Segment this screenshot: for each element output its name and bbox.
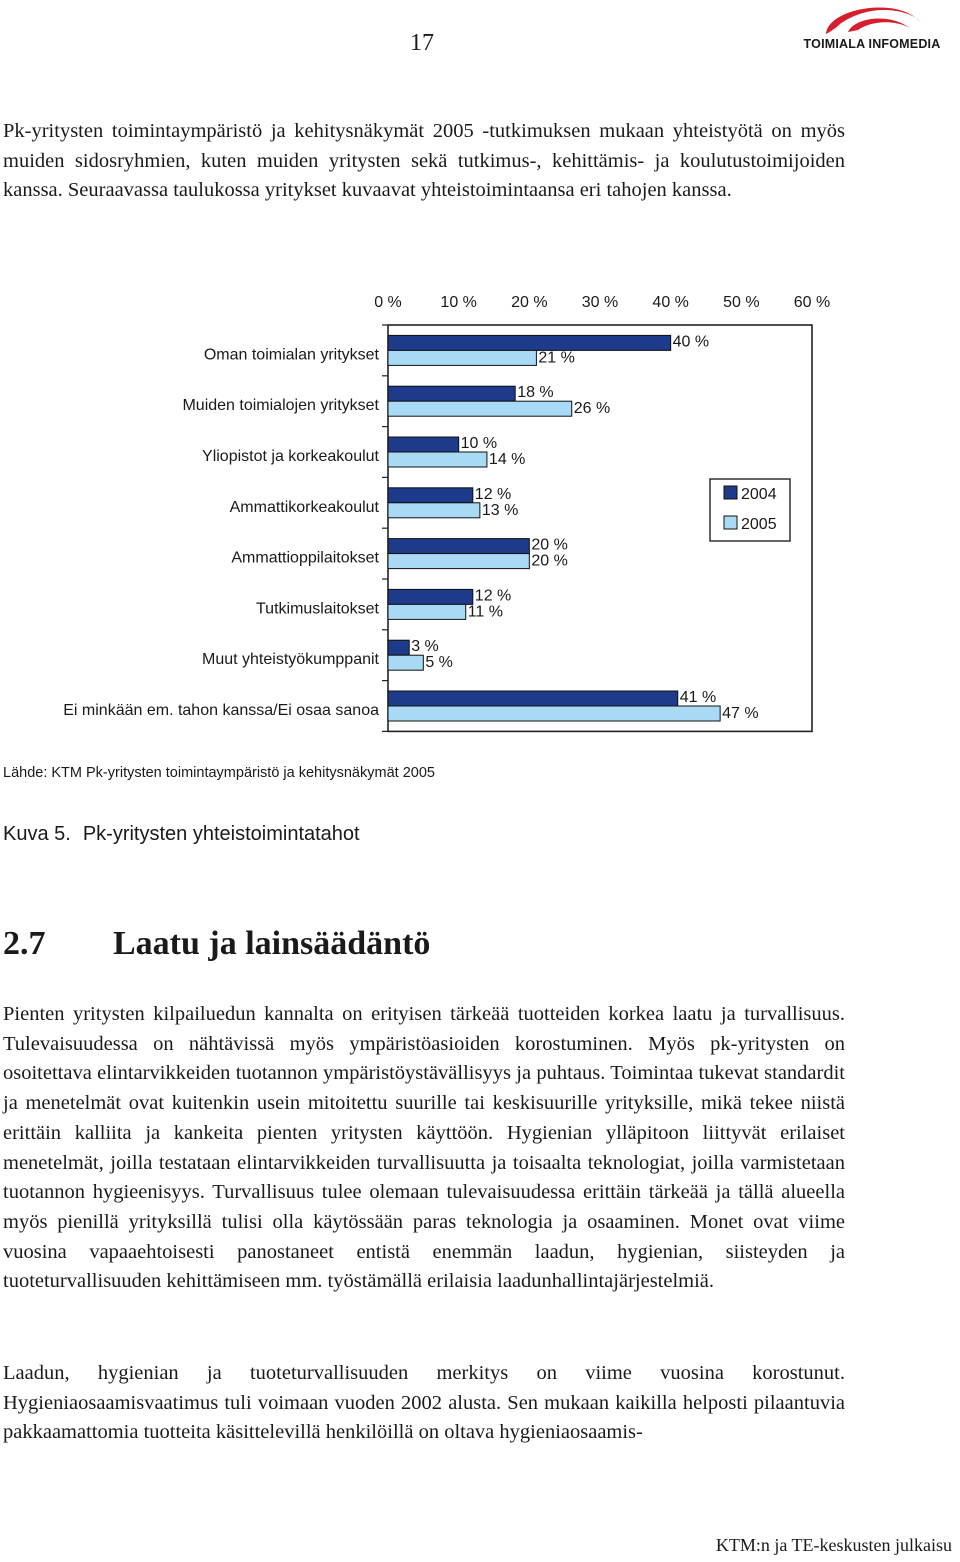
data-label-2005: 21 % <box>538 349 575 367</box>
publisher-logo <box>786 2 958 52</box>
legend-swatch-2004 <box>724 486 737 499</box>
bar-2004 <box>388 640 409 655</box>
category-label: Muut yhteistyökumppanit <box>202 651 379 669</box>
cooperation-bar-chart <box>0 280 960 750</box>
data-label-2004: 12 % <box>474 485 512 503</box>
data-label-2004: 41 % <box>679 689 717 706</box>
data-label-2005: 14 % <box>488 451 526 468</box>
figure-number: Kuva 5. <box>3 823 71 845</box>
legend-label: 2004 <box>741 486 777 503</box>
data-label-2004: 12 % <box>474 587 512 605</box>
x-tick-label: 30 % <box>581 294 619 311</box>
section-number: 2.7 <box>3 925 46 962</box>
data-label-2005: 20 % <box>531 552 568 570</box>
data-label-2005: 13 % <box>481 501 519 519</box>
bar-2004 <box>388 386 515 401</box>
bar-2004 <box>388 539 529 554</box>
data-label-2004: 3 % <box>411 638 439 656</box>
body-paragraph-1: Pienten yritysten kilpailuedun kannalta on erityisen tärkeää tuotteiden korkea laatu ja turvallisuus. Tulevaisuudessa on nähtävissä myös ympäristöasioiden korostuminen. Myös pk-yritysten on osoitettava elintarvikkeiden tuotannon ympäristöystävällisyys ja puhtaus. Toimintaa tukevat standardit ja menetelmät ovat kuitenkin usein mitoitettu suurille tai keskisuurille yrityksille, mikä tekee niistä erittäin kalliita ja kankeita pienten yritysten käyttöön. Hygienian ylläpitoon liittyvät erilaiset menetelmät, joilla testataan elintarvikkeiden turvallisuutta ja toisaalta teknologiat, joilla varmistetaan tuotannon hygieenisyys. Turvallisuus tulee olemaan tulevaisuudessa erittäin tärkeää ja tällä alueella myös pienillä yrityksillä tulisi olla käytössään paras teknologia ja osaaminen. Monet ovat viime vuosina vapaaehtoisesti panostaneet entistä enemmän laadun, hygienian, siisteyden ja tuoteturvallisuuden kehittämiseen mm. työstämällä erilaisia laadunhallintajärjestelmiä. <box>3 1003 845 1293</box>
figure-title: Pk-yritysten yhteistoimintatahot <box>82 823 360 845</box>
x-tick-label: 40 % <box>652 294 689 311</box>
legend-swatch-2005 <box>724 516 737 529</box>
footer-publication: KTM:n ja TE-keskusten julkaisu <box>715 1535 952 1555</box>
category-label: Ammattioppilaitokset <box>231 549 379 567</box>
intro-paragraph: Pk-yritysten toimintaympäristö ja kehitysnäkymät 2005 -tutkimuksen mukaan yhteistyötä on myös muiden sidosryhmien, kuten muiden yritysten sekä tutkimus-, kehittämis- ja koulutustoimijoiden kanssa. Seuraavassa taulukossa yritykset kuvaavat yhteistoimintaansa eri tahojen kanssa. <box>3 120 845 202</box>
category-label: Yliopistot ja korkeakoulut <box>202 448 379 465</box>
bar-2004 <box>388 437 459 452</box>
figure-caption <box>3 823 360 846</box>
data-label-2004: 10 % <box>460 435 498 452</box>
data-label-2005: 47 % <box>722 705 759 722</box>
bar-2004 <box>388 488 473 503</box>
legend-label: 2005 <box>741 516 777 533</box>
bar-2005 <box>388 604 466 619</box>
bar-2004 <box>388 691 678 706</box>
data-label-2004: 18 % <box>517 384 554 402</box>
bar-2005 <box>388 452 487 467</box>
data-label-2005: 26 % <box>573 400 611 418</box>
data-label-2004: 40 % <box>672 333 710 351</box>
category-label: Ei minkään em. tahon kanssa/Ei osaa sanoa <box>63 702 379 719</box>
section-heading <box>3 925 430 963</box>
bar-2005 <box>388 350 536 365</box>
bar-2004 <box>388 589 473 604</box>
logo-swoosh-icon <box>818 2 928 38</box>
data-label-2004: 20 % <box>531 536 568 554</box>
category-label: Oman toimialan yritykset <box>203 346 379 364</box>
x-tick-label: 0 % <box>374 294 402 311</box>
data-label-2005: 5 % <box>425 654 453 672</box>
section-title: Laatu ja lainsäädäntö <box>113 925 431 962</box>
bar-2004 <box>388 335 671 350</box>
x-tick-label: 10 % <box>440 294 477 311</box>
bar-2005 <box>388 503 480 518</box>
bar-2005 <box>388 655 423 670</box>
bar-2005 <box>388 706 720 721</box>
source-note: Lähde: KTM Pk-yritysten toimintaympäristö ja kehitysnäkymät 2005 <box>3 765 435 781</box>
bar-2005 <box>388 401 572 416</box>
category-label: Ammattikorkeakoulut <box>229 498 379 516</box>
x-tick-label: 50 % <box>723 294 760 311</box>
category-label: Tutkimuslaitokset <box>256 600 379 618</box>
category-label: Muiden toimialojen yritykset <box>182 397 379 415</box>
x-tick-label: 60 % <box>793 294 831 311</box>
bar-2005 <box>388 554 529 569</box>
data-label-2005: 11 % <box>467 603 504 621</box>
page-number: 17 <box>410 30 434 56</box>
x-tick-label: 20 % <box>511 294 548 311</box>
body-paragraph-2: Laadun, hygienian ja tuoteturvallisuuden merkitys on viime vuosina korostunut. Hygieniaosaamisvaatimus tuli voimaan vuoden 2002 alusta. Sen mukaan kaikilla helposti pilaantuvia pakkaamattomia tuotteita käsittelevillä henkilöillä on oltava hygieniaosaamis- <box>3 1362 845 1444</box>
logo-text: TOIMIALA INFOMEDIA <box>803 37 941 51</box>
